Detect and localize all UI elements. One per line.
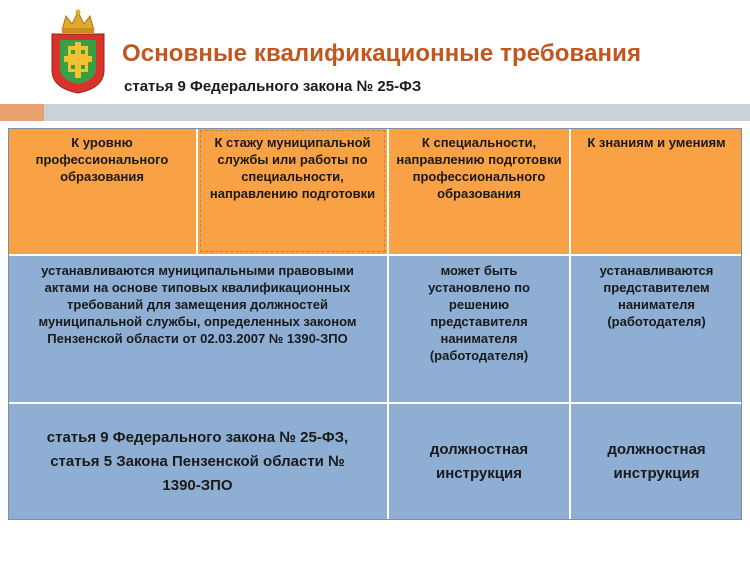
row1-cell-education-experience: устанавливаются муниципальными правовыми актами на основе типовых квалификационных требований для замещения должностей муниципальной службы, определенных законом Пензенской области от 02.03.2007 № 1390-ЗПО	[8, 256, 387, 402]
page-subtitle: статья 9 Федерального закона № 25-ФЗ	[124, 78, 422, 95]
header-cell-specialty: К специальности, направлению подготовки профессионального образования	[389, 128, 569, 254]
row2-cell-knowledge: должностная инструкция	[571, 404, 742, 520]
divider-bar	[44, 104, 750, 121]
header-cell-experience: К стажу муниципальной службы или работы по специальности, направлению подготовки	[198, 128, 387, 254]
row2-cell-specialty: должностная инструкция	[389, 404, 569, 520]
row2-cell-education-experience: статья 9 Федерального закона № 25-ФЗ, статья 5 Закона Пензенской области № 1390-ЗПО	[8, 404, 387, 520]
page-title: Основные квалификационные требования	[122, 40, 642, 67]
accent-bar	[0, 104, 44, 121]
penza-coat-of-arms-icon	[48, 8, 108, 94]
row1-cell-specialty: может быть установлено по решению представителя нанимателя (работодателя)	[389, 256, 569, 402]
requirements-table	[8, 128, 742, 520]
row1-cell-knowledge: устанавливаются представителем нанимателя (работодателя)	[571, 256, 742, 402]
header-cell-knowledge: К знаниям и умениям	[571, 128, 742, 254]
header-cell-education: К уровню профессионального образования	[8, 128, 196, 254]
